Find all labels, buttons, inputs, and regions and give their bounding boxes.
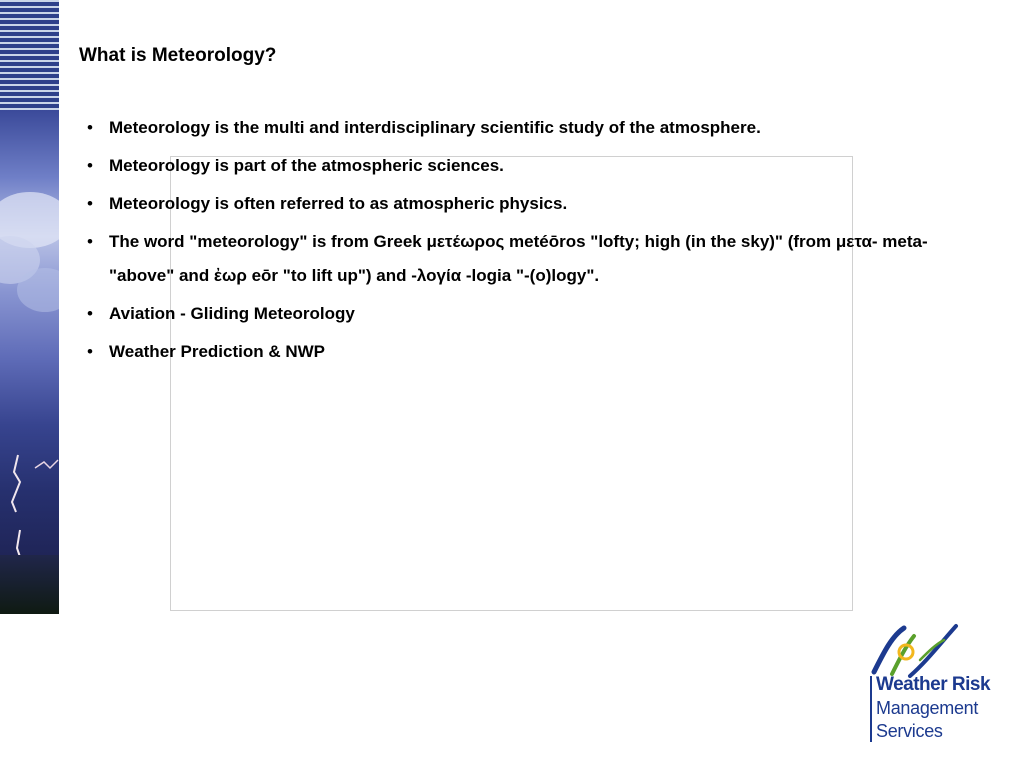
bullet-item (85, 335, 965, 369)
logo-text-management: Management (876, 698, 979, 718)
logo-text-weather-risk: Weather Risk (876, 674, 991, 695)
bullet-dot: • (87, 232, 93, 251)
bullet-item (85, 187, 965, 221)
bullet-item (85, 225, 965, 293)
bullet-text: Meteorology is the multi and interdisciplinary scientific study of the atmosphere. (109, 118, 761, 137)
logo-text-services: Services (876, 721, 943, 741)
strip-cloud-sky (0, 110, 59, 560)
logo-divider (870, 676, 872, 742)
bullet-dot: • (87, 118, 93, 137)
bullet-text: Meteorology is part of the atmospheric sciences. (109, 156, 504, 175)
bullet-text: Aviation - Gliding Meteorology (109, 304, 355, 323)
bullet-dot: • (87, 194, 93, 213)
strip-stripes (0, 0, 59, 110)
clouds-and-lightning-icon (0, 110, 59, 560)
logo-swoosh-icon (870, 622, 960, 678)
bullet-dot: • (87, 342, 93, 361)
bullet-item (85, 297, 965, 331)
bullet-text: The word "meteorology" is from Greek μετέωρος metéōros "lofty; high (in the sky)" (from μετα- meta- "above" and ἐωρ eōr "to lift up") and -λογία -logia "-(o)logy". (109, 232, 928, 285)
bullet-text: Weather Prediction & NWP (109, 342, 325, 361)
bullet-item (85, 111, 965, 145)
bullet-dot: • (87, 156, 93, 175)
slide-title: What is Meteorology? (79, 45, 277, 66)
bullet-text: Meteorology is often referred to as atmospheric physics. (109, 194, 568, 213)
company-logo (866, 620, 996, 750)
bullet-item (85, 149, 965, 183)
decorative-sky-strip (0, 0, 59, 614)
strip-ground (0, 555, 59, 614)
bullet-dot: • (87, 304, 93, 323)
bullet-list (85, 111, 965, 373)
